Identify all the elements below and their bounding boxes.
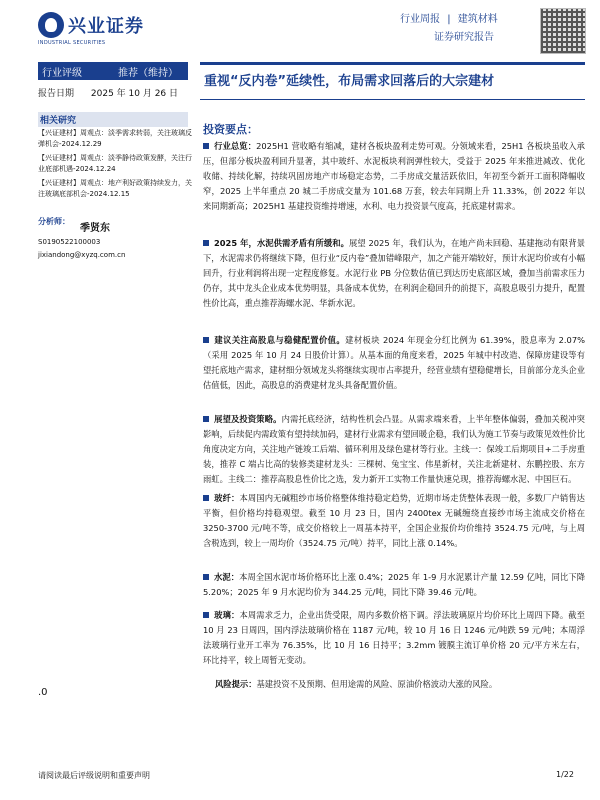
related-research-link[interactable]: 【兴证建材】周观点：淡季静待政策发酵，关注行业底部机遇-2024.12.24 [38,154,192,173]
section-glass [203,608,585,668]
rating-value: 推荐（维持） [118,68,178,79]
bullet-icon [203,337,209,343]
company-logo-icon [38,12,64,38]
related-research-title: 相关研究 [38,112,188,127]
qr-code-icon [540,8,586,54]
bullet-icon [203,574,209,580]
research-dept: 证券研究报告 [434,32,494,43]
industry-name: 建筑材料 [457,14,498,25]
bullet-icon [203,612,209,618]
related-research-list [38,128,193,203]
section-head: 玻璃： [214,610,240,620]
page-number: 1/22 [556,770,574,779]
report-title: 重视“反内卷”延续性，布局需求回落后的大宗建材 [204,74,495,89]
risk-label: 风险提示： [215,679,257,689]
risk-body: 基建投资不及预期、但用途需的风险、原油价格波动大涨的风险。 [256,679,498,689]
section-body: 本周国内无碱粗纱市场价格整体维持稳定趋势，近期市场走货整体表现一般，多数厂户销售达平衡，但价格均持稳观望。截至 10 月 23 日，国内 2400tex 无碱缠绕直接纱市场主流成交价格在 3250-3700 元/吨不等，成交价格较上一周基本持平，全国企业报价均价维持 3524.75 元/吨，与上周含税选到，较上一周均价（3524.75 元/吨）持平，同比上涨 0.14%。 [203,493,585,548]
header-tags [400,10,502,25]
report-date [38,86,192,99]
section-fiberglass [203,491,585,551]
section-cement [203,570,585,600]
bullet-icon [203,143,209,149]
bullet-icon [203,416,209,422]
header-separator: | [447,14,451,25]
company-logo-en: INDUSTRIAL SECURITIES [38,40,106,46]
section-cement-outlook [203,236,585,311]
section-body: 本周需求乏力，企业出货受限，周内多数价格下调。浮法玻璃原片均价环比上周四下降。截至 10 月 23 日周四，国内浮法玻璃价格在 1187 元/吨，较 10 月 16 日 1246 元/吨跌 59 元/吨；本周浮法玻璃行业开工率为 76.35%，比 10 月 16 日持平；3.2mm 镀膜主流订单价格 20 元/平方米左右，环比持平，较上周暂无变动。 [203,610,585,665]
report-date-value: 2025 年 10 月 26 日 [90,89,179,99]
section-head: 玻纤： [214,493,240,503]
section-head: 建议关注高股息与稳健配置价值。 [214,335,346,345]
rating-label: 行业评级 [42,68,82,79]
section-head: 行业总览： [214,141,257,151]
key-points-heading: 投资要点： [203,123,258,136]
section-dividend [203,333,585,393]
risk-warning [215,678,497,690]
related-research-link[interactable]: 【兴证建材】周观点：地产利好政策持续发力，关注玻璃底部机会-2024.12.15 [38,179,192,198]
analyst-name: 季贤东 [80,223,110,234]
section-head: 水泥： [214,572,240,582]
section-overview [203,139,585,214]
related-research-link[interactable]: 【兴证建材】周观点：淡季需求转弱，关注玻璃反弹机会-2024.12.29 [38,129,192,148]
report-date-label: 报告日期 [38,89,75,99]
section-head: 2025 年，水泥供需矛盾有所缓和。 [214,238,350,248]
section-body: 建材板块 2024 年现金分红比例为 61.39%，股息率为 2.07%（采用 2025 年 10 月 24 日股价计算）。从基本面的角度来看，2025 年城中村改造、保障房建设等有望托底地产需求，建材细分领域龙头将继续实现市占率提升，经营业绩有望稳健增长，目前部分龙头企业估值低，因此，高股息的消费建材龙头具备配置价值。 [203,335,585,390]
section-head: 展望及投资策略。 [214,414,282,424]
company-logo-text: 兴业证券 [68,16,144,37]
section-body: 内需托底经济，结构性机会凸显。从需求端来看，上半年整体偏弱，叠加关税冲突影响，后续促内需政策有望持续加码，建材行业需求有望回暖企稳，我们认为施工节奏与政策见效性价比角度决定方向，关注地产链竣工后端、循环利用及绿色建材等行业。主线一：保竣工后期项目+二手房重装，推荐 C 端占比高的装修类建材龙头：三棵树、兔宝宝、伟星新材，关注北新建材、东鹏控股、东方雨虹。主线二：推荐高股息性价比之选，发力新开工实物工作量快速兑现，推荐海螺水泥、中国巨石。 [203,414,585,484]
section-body: 展望 2025 年，我们认为，在地产尚未回稳、基建拖动有限背景下，水泥需求仍将继续下降，但行业“反内卷”叠加错峰限产，加之产能开端较好，预计水泥均价或有小幅回升，行业利润将出现一定程度修复。水泥行业 PB 分位数估值已到达历史底部区域，叠加当前需求压力仍存，其中龙头企业成本优势明显，具备成本优势，在利润企稳回升的前提下，高股息吸引力提升，配置性价比高，重点推荐海螺水泥、华新水泥。 [203,238,585,308]
bullet-icon [203,240,209,246]
section-body: 本周全国水泥市场价格环比上涨 0.4%；2025 年 1-9 月水泥累计产量 12.59 亿吨，同比下降 5.20%；2025 年 9 月水泥均价为 344.25 元/吨，同比下降 39.46 元/吨。 [203,572,585,597]
report-type: 行业周报 [400,14,440,25]
section-body: 2025H1 营收略有缩减，建材各板块盈利走势可观。分领域来看，25H1 各板块虽收入承压，但部分板块盈利回升显著，其中玻纤、水泥板块利润弹性较大，受益于 2025 年来推进减改、优化收储、持续化解，持续巩固房地产市场稳定态势，二手房成交量活跃依旧，年初至今新开工面积降幅收窄，2025 上半年重点 20 城二手房成交量为 101.68 万套，较去年同期上升 11.33%，创 2022 年以来同期新高；2025H1 基建投资维持增速，水利、电力投资景气度高，托底建材需求。 [203,141,585,211]
analyst-label: 分析师： [38,217,70,226]
analyst-license: S0190522100003 [38,238,101,246]
section-strategy [203,412,585,487]
analyst-email[interactable]: jixiandong@xyzq.com.cn [38,251,126,259]
bullet-icon [203,495,209,501]
stray-mark: .0 [38,687,48,698]
footer-disclaimer: 请阅读最后评级说明和重要声明 [38,771,150,780]
